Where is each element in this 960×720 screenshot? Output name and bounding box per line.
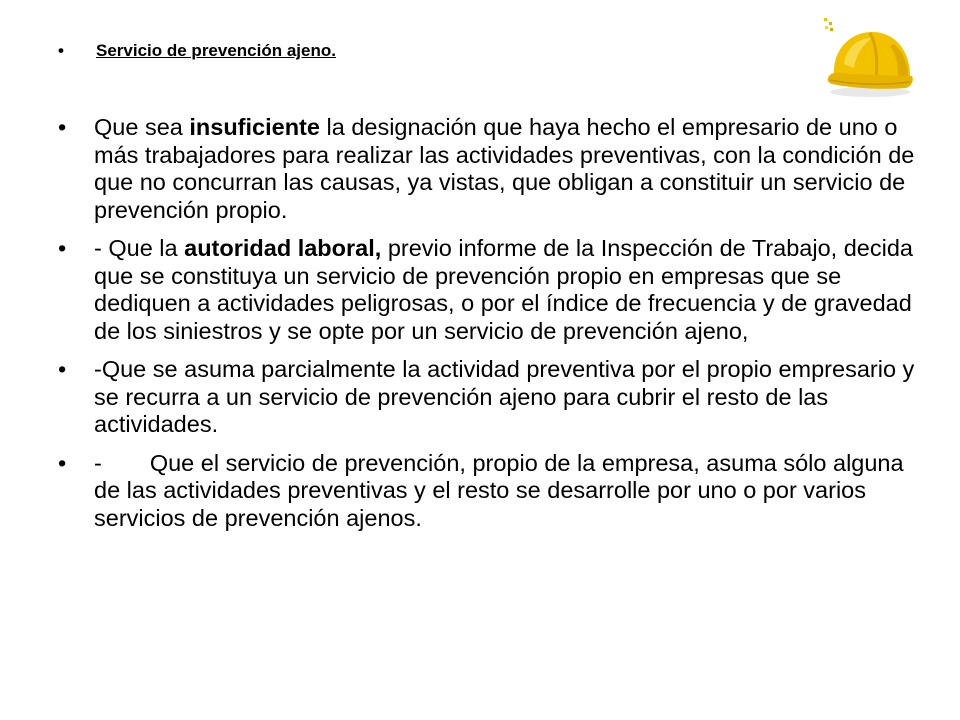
item-text-pre: - Que la	[94, 235, 185, 261]
slide-heading	[58, 40, 336, 62]
item-text-pre: -Que se asuma parcialmente la actividad preventiva por el propio empresario y se recurra a un servicio de prevención ajeno para cubrir el resto de las actividades.	[94, 356, 915, 437]
item-text-bold: autoridad laboral,	[184, 235, 382, 261]
hard-hat-icon	[820, 14, 916, 100]
list-item	[58, 356, 918, 439]
list-item	[58, 235, 918, 345]
item-text-pre: Que sea	[94, 114, 190, 140]
list-item	[58, 114, 918, 224]
item-text-post: previo informe de la Inspección de Trabajo, decida que se constituya un servicio de prevención propio en empresas que se dediquen a actividades peligrosas, o por el índice de frecuencia y de gravedad de los siniestros y se opte por un servicio de prevención ajeno,	[94, 235, 913, 344]
item-dash: -	[94, 449, 102, 476]
item-text-post: la designación que haya hecho el empresario de uno o más trabajadores para realizar las actividades preventivas, con la condición de que no concurran las causas, ya vistas, que obligan a constituir un servicio de prevención propio.	[94, 114, 915, 223]
item-text-bold: insuficiente	[189, 114, 320, 140]
bullet-dot: •	[58, 114, 67, 140]
item-text-pre: Que el servicio de prevención, propio de la empresa, asuma sólo alguna de las actividades preventivas y el resto se desarrolle por uno o por varios servicios de prevención ajenos.	[94, 449, 904, 531]
list-item	[58, 450, 918, 533]
bullet-dot: •	[58, 235, 67, 261]
bullet-list	[58, 114, 918, 543]
heading-bullet: •	[58, 41, 64, 60]
bullet-dot: •	[58, 356, 67, 382]
bullet-dot: •	[58, 449, 67, 476]
heading-text: Servicio de prevención ajeno.	[96, 41, 336, 60]
